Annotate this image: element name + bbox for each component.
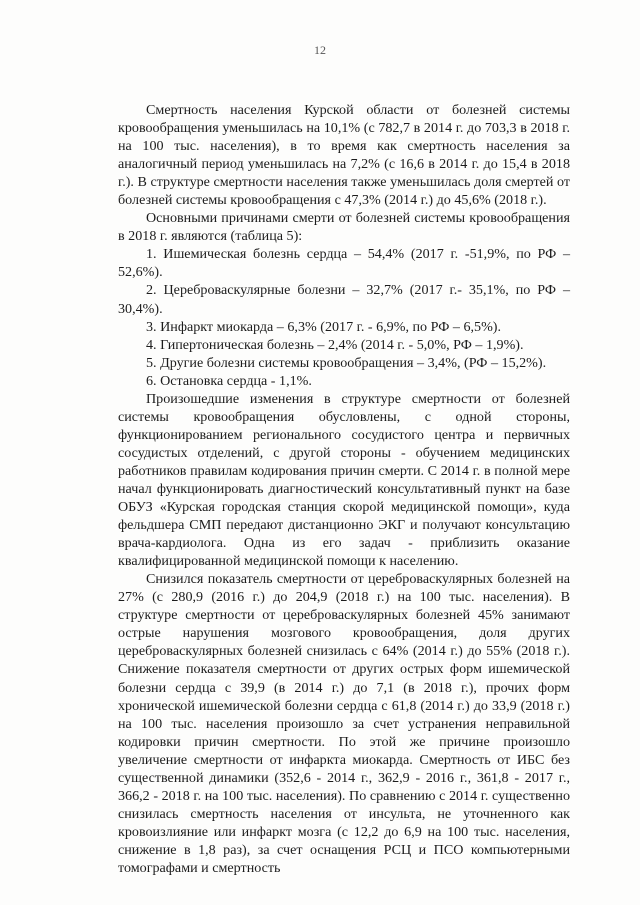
- page-body: [118, 101, 570, 877]
- list-item-cause-4: 4. Гипертоническая болезнь – 2,4% (2014 г. - 5,0%, РФ – 1,9%).: [146, 336, 524, 353]
- list-item-cause-3: 3. Инфаркт миокарда – 6,3% (2017 г. - 6,9%, по РФ – 6,5%).: [146, 318, 502, 335]
- paragraph-structure-changes: Произошедшие изменения в структуре смертности от болезней системы кровообращения обусловлены, с одной стороны, функционированием регионального сосудистого центра и первичных сосудистых отделений, с другой стороны - обучением медицинских работников правилам кодирования причин смерти. С 2014 г. в полной мере начал функционировать диагностический консультативный пункт на базе ОБУЗ «Курская городская станция скорой медицинской помощи», куда фельдшера СМП передают дистанционно ЭКГ и получают консультацию врача-кардиолога. Одна из его задач - приблизить оказание квалифицированной медицинской помощи к населению.: [118, 390, 570, 570]
- paragraph-mortality-overview: Смертность населения Курской области от болезней системы кровообращения уменьшилась на 10,1% (с 782,7 в 2014 г. до 703,3 в 2018 г. на 100 тыс. населения), в то время как смертность населения за аналогичный период уменьшилась на 7,2% (с 16,6 в 2014 г. до 15,4 в 2018 г.). В структуре смертности населения также уменьшилась доля смертей от болезней системы кровообращения с 47,3% (2014 г.) до 45,6% (2018 г.).: [118, 102, 570, 209]
- list-item-cause-5: 5. Другие болезни системы кровообращения – 3,4%, (РФ – 15,2%).: [146, 354, 547, 371]
- paragraph-cerebrovascular-mortality: Снизился показатель смертности от цереброваскулярных болезней на 27% (с 280,9 (2016 г.) до 204,9 (2018 г.) на 100 тыс. населения). В структуре смертности от цереброваскулярных болезней 45% занимают острые нарушения мозгового кровообращения, доля других цереброваскулярных болезней снизилась с 64% (2014 г.) до 55% (2018 г.). Снижение показателя смертности от других острых форм ишемической болезни сердца с 39,9 (в 2014 г.) до 7,1 (в 2018 г.), прочих форм хронической ишемической болезни сердца с 61,8 (2014 г.) до 33,9 (2018 г.) на 100 тыс. населения произошло за счет устранения неправильной кодировки причин смертности. По этой же причине произошло увеличение смертности от инфаркта миокарда. Смертность от ИБС без существенной динамики (352,6 - 2014 г., 362,9 - 2016 г., 361,8 - 2017 г., 366,2 - 2018 г. на 100 тыс. населения). По сравнению с 2014 г. существенно снизилась смертность населения от инсульта, не уточненного как кровоизлияние или инфаркт мозга (с 12,2 до 6,9 на 100 тыс. населения, снижение в 1,8 раз), за счет оснащения РСЦ и ПСО компьютерными томографами и смертность: [118, 571, 570, 876]
- page-number: 12: [314, 43, 326, 57]
- paragraph-main-causes-intro: Основными причинами смерти от болезней системы кровообращения в 2018 г. являются (таблица 5):: [118, 210, 570, 245]
- list-item-cause-2: 2. Цереброваскулярные болезни – 32,7% (2017 г.- 35,1%, по РФ – 30,4%).: [118, 282, 570, 317]
- list-item-cause-1: 1. Ишемическая болезнь сердца – 54,4% (2017 г. -51,9%, по РФ – 52,6%).: [118, 246, 570, 281]
- list-item-cause-6: 6. Остановка сердца - 1,1%.: [146, 372, 312, 389]
